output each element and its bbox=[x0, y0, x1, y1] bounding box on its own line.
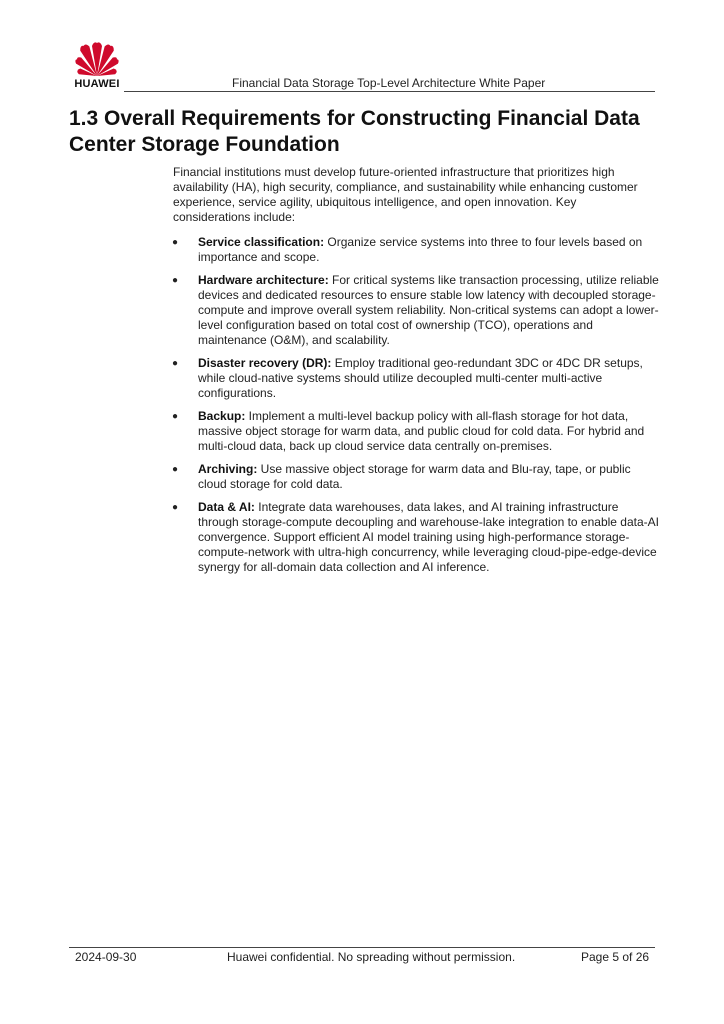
footer-confidential-notice: Huawei confidential. No spreading without permission. bbox=[227, 950, 516, 964]
requirements-list bbox=[170, 235, 660, 583]
list-item bbox=[170, 235, 660, 265]
bullet-icon: ● bbox=[172, 502, 179, 513]
list-item bbox=[170, 409, 660, 454]
list-item bbox=[170, 462, 660, 492]
item-term: Backup: bbox=[198, 409, 246, 423]
huawei-flower-icon bbox=[70, 40, 124, 78]
list-item bbox=[170, 356, 660, 401]
logo-wordmark: HUAWEI bbox=[74, 78, 120, 90]
item-text: Employ traditional geo-redundant 3DC or 4DC DR setups, while cloud-native systems should utilize decoupled multi-center multi-active configurations. bbox=[198, 356, 643, 400]
item-text: Organize service systems into three to four levels based on importance and scope. bbox=[198, 235, 643, 264]
item-text: Implement a multi-level backup policy with all-flash storage for hot data, massive object storage for warm data, and public cloud for cold data. For hybrid and multi-cloud data, back up cloud service data centrally on-premises. bbox=[198, 409, 645, 453]
item-text: Integrate data warehouses, data lakes, and AI training infrastructure through storage-compute decoupling and warehouse-lake integration to enable data-AI convergence. Support efficient AI model training using high-performance storage-compute-network with ultra-high concurrency, while leveraging cloud-pipe-edge-device synergy for all-domain data collection and AI inference. bbox=[198, 500, 659, 574]
bullet-icon: ● bbox=[172, 411, 179, 422]
footer-page-number: Page 5 of 26 bbox=[581, 950, 650, 964]
footer-divider bbox=[69, 947, 655, 948]
item-term: Hardware architecture: bbox=[198, 273, 329, 287]
item-term: Archiving: bbox=[198, 462, 258, 476]
document-header-title: Financial Data Storage Top-Level Architecture White Paper bbox=[232, 76, 546, 90]
header-divider bbox=[124, 91, 655, 92]
list-item bbox=[170, 500, 660, 575]
item-term: Service classification: bbox=[198, 235, 325, 249]
footer-date: 2024-09-30 bbox=[75, 950, 137, 964]
bullet-icon: ● bbox=[172, 358, 179, 369]
section-heading: 1.3 Overall Requirements for Constructing Financial Data Center Storage Foundation bbox=[69, 107, 640, 156]
bullet-icon: ● bbox=[172, 275, 179, 286]
item-term: Data & AI: bbox=[198, 500, 255, 514]
bullet-icon: ● bbox=[172, 464, 179, 475]
item-text: Use massive object storage for warm data and Blu-ray, tape, or public cloud storage for cold data. bbox=[198, 462, 631, 491]
huawei-logo bbox=[70, 40, 124, 90]
bullet-icon: ● bbox=[172, 237, 179, 248]
intro-paragraph: Financial institutions must develop future-oriented infrastructure that prioritizes high availability (HA), high security, compliance, and sustainability while enhancing customer experience, service agility, ubiquitous intelligence, and open innovation. Key considerations include: bbox=[173, 165, 638, 224]
item-text: For critical systems like transaction processing, utilize reliable devices and dedicated resources to ensure stable low latency with decoupled storage-compute and improve overall system reliability. Non-critical systems can adopt a lower-level configuration based on total cost of ownership (TCO), operations and maintenance (O&M), and scalability. bbox=[198, 273, 659, 347]
item-term: Disaster recovery (DR): bbox=[198, 356, 332, 370]
list-item bbox=[170, 273, 660, 348]
